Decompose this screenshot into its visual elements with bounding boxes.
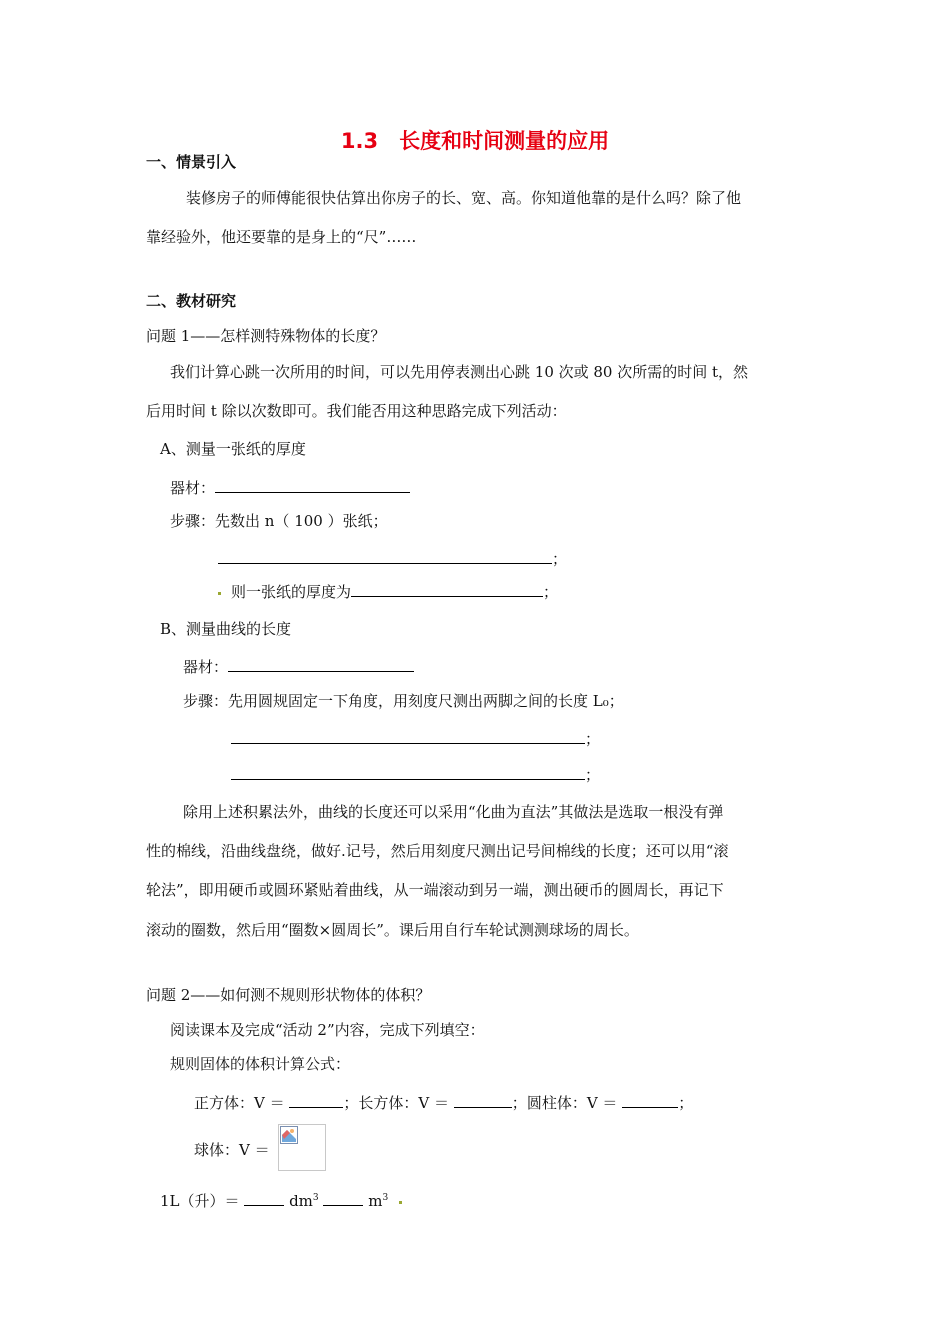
m-cube-sup: 3 [382, 1193, 389, 1203]
extra-line3: 轮法”，即用硬币或圆环紧贴着曲线，从一端滚动到另一端，测出硬币的圆周长，再记下 [146, 881, 724, 899]
section1-para-line1: 装修房子的师傅能很快估算出你房子的长、宽、高。你知道他靠的是什么吗？除了他 [186, 189, 742, 207]
broken-image-icon [278, 1124, 326, 1171]
volume-formulas-row [194, 1091, 693, 1113]
cylinder-end: ； [678, 1094, 694, 1112]
q1-intro-line1: 我们计算心跳一次所用的时间，可以先用停表测出心跳 10 次或 80 次所需的时间 t，然 [170, 363, 749, 381]
activity-a-step-semicolon: ； [552, 550, 568, 568]
activity-b-materials-label: 器材： [183, 658, 229, 676]
extra-line4: 滚动的圈数，然后用“圈数×圆周长”。课后用自行车轮试测测球场的周长。 [146, 921, 639, 939]
section1-heading: 一、情景引入 [146, 153, 237, 171]
bullet-dot [399, 1201, 402, 1204]
q1-intro-line2: 后用时间 t 除以次数即可。我们能否用这种思路完成下列活动： [146, 402, 567, 420]
cube-blank[interactable] [289, 1091, 343, 1108]
activity-b-label: B、测量曲线的长度 [160, 620, 292, 638]
liter-m-blank[interactable] [323, 1189, 363, 1206]
activity-a-label: A、测量一张纸的厚度 [160, 440, 306, 458]
activity-a-step-row [218, 547, 567, 569]
activity-b-step-semicolon1: ； [585, 730, 601, 748]
liter-dm-blank[interactable] [244, 1189, 284, 1206]
activity-b-step-blank1[interactable] [231, 727, 585, 744]
q2-title: 问题 2——如何测不规则形状物体的体积？ [146, 986, 431, 1004]
bullet-dot [218, 592, 221, 595]
activity-b-materials-blank[interactable] [228, 655, 414, 672]
cylinder-label: 圆柱体：V ＝ [526, 1094, 618, 1112]
q1-title: 问题 1——怎样测特殊物体的长度？ [146, 327, 386, 345]
activity-b-steps: 步骤：先用圆规固定一下角度，用刻度尺测出两脚之间的长度 L₀； [183, 692, 624, 710]
dm-unit: dm [289, 1192, 313, 1210]
activity-b-materials-row [183, 655, 414, 677]
activity-a-thickness-label: 则一张纸的厚度为 [231, 583, 352, 601]
section2-heading: 二、教材研究 [146, 292, 237, 310]
activity-a-thickness-blank[interactable] [351, 580, 543, 597]
activity-a-thickness-end: ； [543, 583, 559, 601]
activity-b-step-semicolon2: ； [585, 766, 601, 784]
cylinder-blank[interactable] [622, 1091, 678, 1108]
activity-a-thickness-row [218, 580, 558, 602]
activity-a-materials-label: 器材： [170, 479, 216, 497]
liter-row [160, 1188, 412, 1211]
activity-a-steps: 步骤：先数出 n（ 100 ）张纸； [170, 512, 388, 530]
activity-b-step-row2 [231, 763, 600, 785]
dm-cube-sup: 3 [312, 1193, 319, 1203]
cuboid-label: 长方体：V ＝ [358, 1094, 450, 1112]
liter-label: 1L（升）＝ [160, 1192, 240, 1210]
section1-para-line2: 靠经验外，他还要靠的是身上的“尺”…… [146, 228, 417, 246]
q2-formula-title: 规则固体的体积计算公式： [170, 1055, 351, 1073]
activity-a-materials-row [170, 476, 410, 498]
extra-line1: 除用上述积累法外，曲线的长度还可以采用“化曲为直法”其做法是选取一根没有弹 [183, 803, 724, 821]
m-unit: m [368, 1192, 383, 1210]
page-title: 1.3 长度和时间测量的应用 [340, 129, 610, 153]
cuboid-end: ； [511, 1094, 527, 1112]
extra-line2: 性的棉线，沿曲线盘绕，做好.记号，然后用刻度尺测出记号间棉线的长度；还可以用“滚 [146, 842, 729, 860]
activity-a-step-blank[interactable] [218, 547, 552, 564]
image-placeholder-icon [280, 1126, 298, 1144]
cube-end: ； [343, 1094, 359, 1112]
cube-label: 正方体：V ＝ [194, 1094, 285, 1112]
cuboid-blank[interactable] [454, 1091, 512, 1108]
activity-b-step-row1 [231, 727, 600, 749]
activity-a-materials-blank[interactable] [215, 476, 410, 493]
q2-read: 阅读课本及完成“活动 2”内容，完成下列填空： [170, 1021, 485, 1039]
sphere-label: 球体：V ＝ [194, 1141, 270, 1159]
activity-b-step-blank2[interactable] [231, 763, 585, 780]
